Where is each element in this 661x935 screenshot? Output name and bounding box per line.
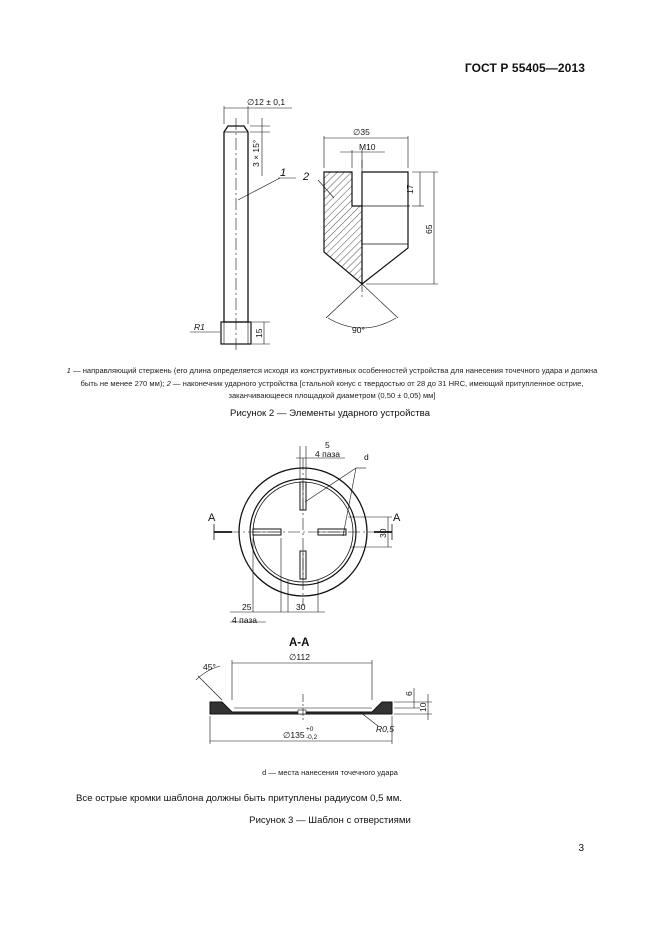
callout-2: 2: [303, 171, 310, 183]
tip-diameter-label: ∅35: [353, 127, 370, 137]
edge-radius-label: R0,5: [376, 724, 394, 734]
section-mark-left: A: [208, 512, 216, 524]
slot-width-label: 5: [325, 440, 330, 450]
legend-text-1: — направляющий стержень (его длина определяется исходя из конструктивных особенностей устройства для нанесения точечного удара и должна быть не менее 270 мм);: [70, 366, 598, 388]
tip-angle-label: 90°: [352, 325, 365, 335]
outer-tolerance-lower: -0,2: [306, 734, 318, 741]
figure-2-drawing: [0, 0, 661, 360]
slot-count-bottom-label: 4 паза: [232, 615, 257, 625]
outer-tolerance-upper: +0: [306, 726, 314, 733]
template-plan-view: [214, 446, 392, 622]
figure-2-caption: Рисунок 2 — Элементы ударного устройства: [230, 408, 430, 419]
callout-1: 1: [280, 167, 287, 179]
figure-3-caption: Рисунок 3 — Шаблон с отверстиями: [249, 815, 411, 826]
figure-2-legend: [58, 365, 606, 403]
section-title: А-А: [289, 637, 310, 649]
rod-radius-label: R1: [194, 322, 205, 332]
rod-chamfer-label: 3 × 15°: [251, 139, 261, 167]
legend-num-2: 2: [166, 378, 171, 388]
rod-diameter-label: ∅12 ± 0,1: [247, 97, 286, 107]
tip-thread-label: M10: [359, 142, 376, 152]
inner-diameter-label: ∅112: [289, 652, 310, 662]
slot-count-top-label: 4 паза: [315, 449, 340, 459]
impact-point-note: d — места нанесения точечного удара: [262, 768, 398, 777]
step-height-label: 6: [404, 691, 414, 696]
striker-tip: [318, 136, 438, 328]
sharp-edges-remark: Все острые кромки шаблона должны быть притуплены радиусом 0,5 мм.: [76, 793, 402, 804]
standard-header: ГОСТ Р 55405—2013: [464, 61, 585, 75]
slot-length-label: 25: [242, 602, 252, 612]
guide-rod: [190, 106, 296, 350]
tip-thread-depth-label: 17: [405, 184, 415, 194]
impact-point-mark: d: [364, 452, 369, 462]
tip-height-label: 65: [424, 224, 434, 234]
section-mark-right: A: [393, 512, 401, 524]
figure-3-drawing: [0, 430, 661, 760]
thickness-label: 10: [418, 702, 428, 712]
vertical-offset-label: 30: [378, 528, 388, 538]
legend-text-2: — наконечник ударного устройства [стальной конус с твердостью от 28 до 31 HRC, имеющий притупленное острие, заканчивающееся площадкой диаметром (0,50 ± 0,05) мм]: [170, 378, 584, 400]
horizontal-offset-label: 30: [296, 602, 306, 612]
legend-num-1: 1: [66, 366, 71, 375]
rod-thread-length-label: 15: [254, 328, 264, 338]
template-section-view: [196, 660, 432, 744]
page-number: 3: [578, 843, 584, 854]
outer-diameter-label: ∅135: [283, 730, 305, 740]
chamfer-angle-label: 45°: [203, 662, 216, 672]
